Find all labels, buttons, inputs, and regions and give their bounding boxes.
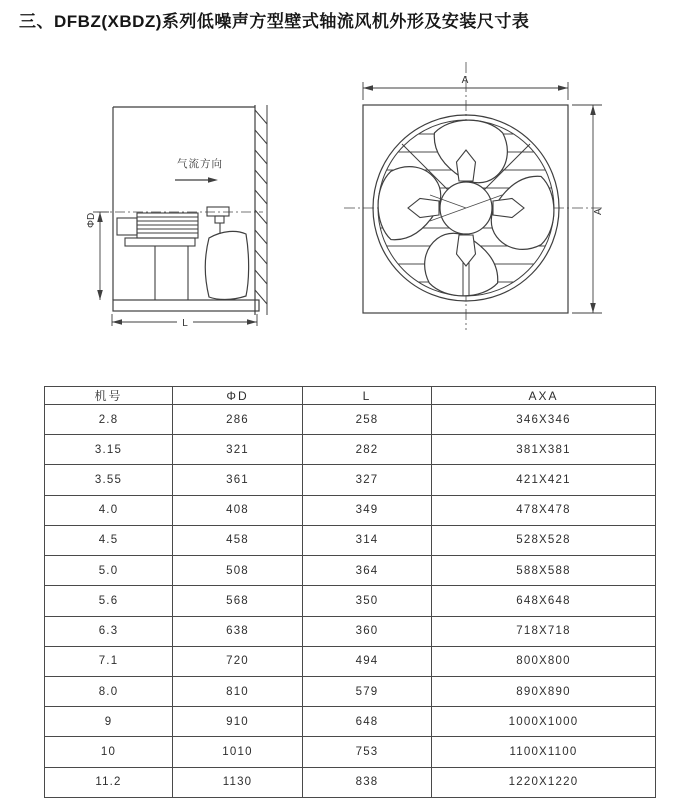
table-cell: 408 — [173, 495, 303, 525]
table-cell: 314 — [303, 525, 432, 555]
table-cell: 1220X1220 — [432, 767, 656, 797]
table-cell: 588X588 — [432, 556, 656, 586]
table-cell: 6.3 — [45, 616, 173, 646]
table-cell: 421X421 — [432, 465, 656, 495]
table-cell: 5.6 — [45, 586, 173, 616]
column-header-model: 机号 — [45, 387, 173, 405]
table-row — [45, 646, 656, 676]
table-cell: 361 — [173, 465, 303, 495]
table-row — [45, 525, 656, 555]
table-cell: 360 — [303, 616, 432, 646]
table-cell: 11.2 — [45, 767, 173, 797]
table-cell: 720 — [173, 646, 303, 676]
table-cell: 282 — [303, 435, 432, 465]
impeller-hub — [207, 207, 229, 234]
impeller-blade — [205, 231, 248, 299]
table-cell: 350 — [303, 586, 432, 616]
table-cell: 2.8 — [45, 405, 173, 435]
table-row — [45, 767, 656, 797]
table-cell: 458 — [173, 525, 303, 555]
table-cell: 364 — [303, 556, 432, 586]
dim-label-a-top: A — [461, 75, 469, 86]
table-cell: 810 — [173, 676, 303, 706]
table-cell: 494 — [303, 646, 432, 676]
table-cell: 800X800 — [432, 646, 656, 676]
motor — [117, 213, 198, 300]
table-cell: 528X528 — [432, 525, 656, 555]
table-cell: 321 — [173, 435, 303, 465]
table-cell: 381X381 — [432, 435, 656, 465]
table-cell: 1100X1100 — [432, 737, 656, 767]
dim-label-a-right: A — [593, 208, 604, 215]
table-row — [45, 586, 656, 616]
column-header-axa: AXA — [432, 387, 656, 405]
table-cell: 258 — [303, 405, 432, 435]
column-header-length: L — [303, 387, 432, 405]
spec-table-container — [44, 386, 655, 798]
page-title: 三、DFBZ(XBDZ)系列低噪声方型壁式轴流风机外形及安装尺寸表 — [19, 12, 530, 31]
table-cell: 890X890 — [432, 676, 656, 706]
table-row — [45, 676, 656, 706]
table-cell: 508 — [173, 556, 303, 586]
table-cell: 7.1 — [45, 646, 173, 676]
side-view-drawing — [85, 68, 285, 340]
table-cell: 346X346 — [432, 405, 656, 435]
table-cell: 568 — [173, 586, 303, 616]
table-cell: 478X478 — [432, 495, 656, 525]
table-cell: 1000X1000 — [432, 707, 656, 737]
front-view-drawing — [340, 58, 620, 335]
dimension-a-top — [363, 75, 568, 100]
table-cell: 327 — [303, 465, 432, 495]
table-header-row — [45, 387, 656, 405]
table-cell: 1130 — [173, 767, 303, 797]
table-cell: 718X718 — [432, 616, 656, 646]
table-row — [45, 616, 656, 646]
table-cell: 3.15 — [45, 435, 173, 465]
table-row — [45, 556, 656, 586]
table-cell: 8.0 — [45, 676, 173, 706]
table-cell: 3.55 — [45, 465, 173, 495]
table-cell: 753 — [303, 737, 432, 767]
airflow-arrow — [175, 177, 218, 182]
table-cell: 638 — [173, 616, 303, 646]
table-row — [45, 405, 656, 435]
table-row — [45, 435, 656, 465]
table-cell: 838 — [303, 767, 432, 797]
table-cell: 349 — [303, 495, 432, 525]
spec-table-body — [45, 405, 656, 798]
table-cell: 648X648 — [432, 586, 656, 616]
spec-table — [44, 386, 656, 798]
table-cell: 910 — [173, 707, 303, 737]
table-cell: 4.0 — [45, 495, 173, 525]
table-row — [45, 707, 656, 737]
table-cell: 4.5 — [45, 525, 173, 555]
dimension-diameter — [86, 212, 109, 300]
table-row — [45, 495, 656, 525]
table-cell: 286 — [173, 405, 303, 435]
table-row — [45, 465, 656, 495]
table-cell: 579 — [303, 676, 432, 706]
table-cell: 9 — [45, 707, 173, 737]
dimension-length — [112, 314, 257, 329]
table-cell: 1010 — [173, 737, 303, 767]
airflow-direction-label: 气流方向 — [177, 158, 223, 170]
column-header-diameter: ΦD — [173, 387, 303, 405]
table-row — [45, 737, 656, 767]
table-cell: 5.0 — [45, 556, 173, 586]
dimension-a-right — [572, 105, 604, 313]
table-cell: 648 — [303, 707, 432, 737]
dim-label-l: L — [182, 318, 188, 329]
dim-label-phi-d: ΦD — [86, 212, 97, 228]
fan-casing-outline — [113, 105, 267, 315]
wall-hatch — [255, 110, 267, 304]
table-cell: 10 — [45, 737, 173, 767]
